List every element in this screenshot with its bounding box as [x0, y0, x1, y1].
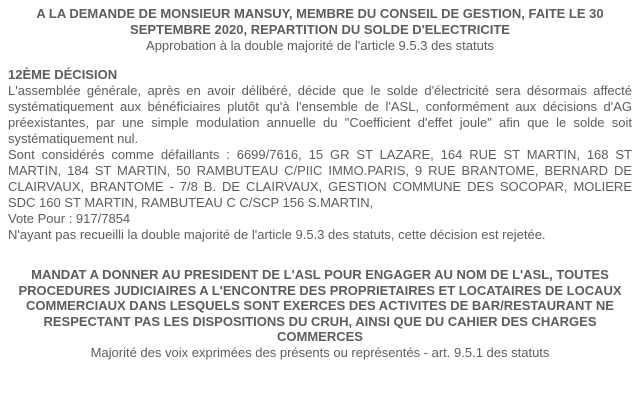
mandate-title: MANDAT A DONNER AU PRESIDENT DE L'ASL POUR ENGAGER AU NOM DE L'ASL, TOUTES PROCEDURES JUDICIAIRES A L'ENCONTRE DES PROPRIETAIRES ET LOCATAIRES DE LOCAUX COMMERCIAUX DANS LESQUELS SONT EXERCES DES ACTIVITES DE BAR/RESTAURANT NE RESPECTANT PAS LES DISPOSITIONS DU CRUH, AINSI QUE DU CAHIER DES CHARGES COMMERCES	[18, 267, 622, 344]
defaulters-paragraph: Sont considérés comme défaillants : 6699/7616, 15 GR ST LAZARE, 164 RUE ST MARTIN, 168 ST MARTIN, 184 ST MARTIN, 50 RAMBUTEAU C/PIIC IMMO.PARIS, 9 RUE BRANTOME, BERNARD DE CLAIRVAUX, BRANTOME - 7/8 B. DE CLAIRVAUX, GESTION COMMUNE DES SOCOPAR, MOLIERE SDC 160 ST MARTIN, RAMBUTEAU C C/SCP 156 S.MARTIN,	[8, 147, 632, 210]
rejection-result-line: N'ayant pas recueilli la double majorité de l'article 9.5.3 des statuts, cette décision est rejetée.	[8, 227, 546, 242]
vote-count-line: Vote Pour : 917/7854	[8, 211, 131, 226]
resolution-paragraph: L'assemblée générale, après en avoir délibéré, décide que le solde d'électricité sera désormais affecté systématiquement aux bénéficiaires plutôt qu'à l'ensemble de l'ASL, conformément aux décisions d'AG préexistantes, par une simple modulation annuelle du "Coefficient d'effet joule" afin que le solde soit systématiquement nul.	[8, 83, 632, 146]
mandate-majority-rule: Majorité des voix exprimées des présents ou représentés - art. 9.5.1 des statuts	[90, 344, 550, 360]
decision-title: A LA DEMANDE DE MONSIEUR MANSUY, MEMBRE DU CONSEIL DE GESTION, FAITE LE 30 SEPTEMBRE 2020, REPARTITION DU SOLDE D'ELECTRICITE	[36, 6, 604, 37]
decision-number-heading: 12ÈME DÉCISION	[8, 67, 118, 82]
next-mandate-header	[8, 267, 632, 360]
decision-header	[8, 6, 632, 54]
decision-majority-rule: Approbation à la double majorité de l'article 9.5.3 des statuts	[146, 38, 494, 53]
